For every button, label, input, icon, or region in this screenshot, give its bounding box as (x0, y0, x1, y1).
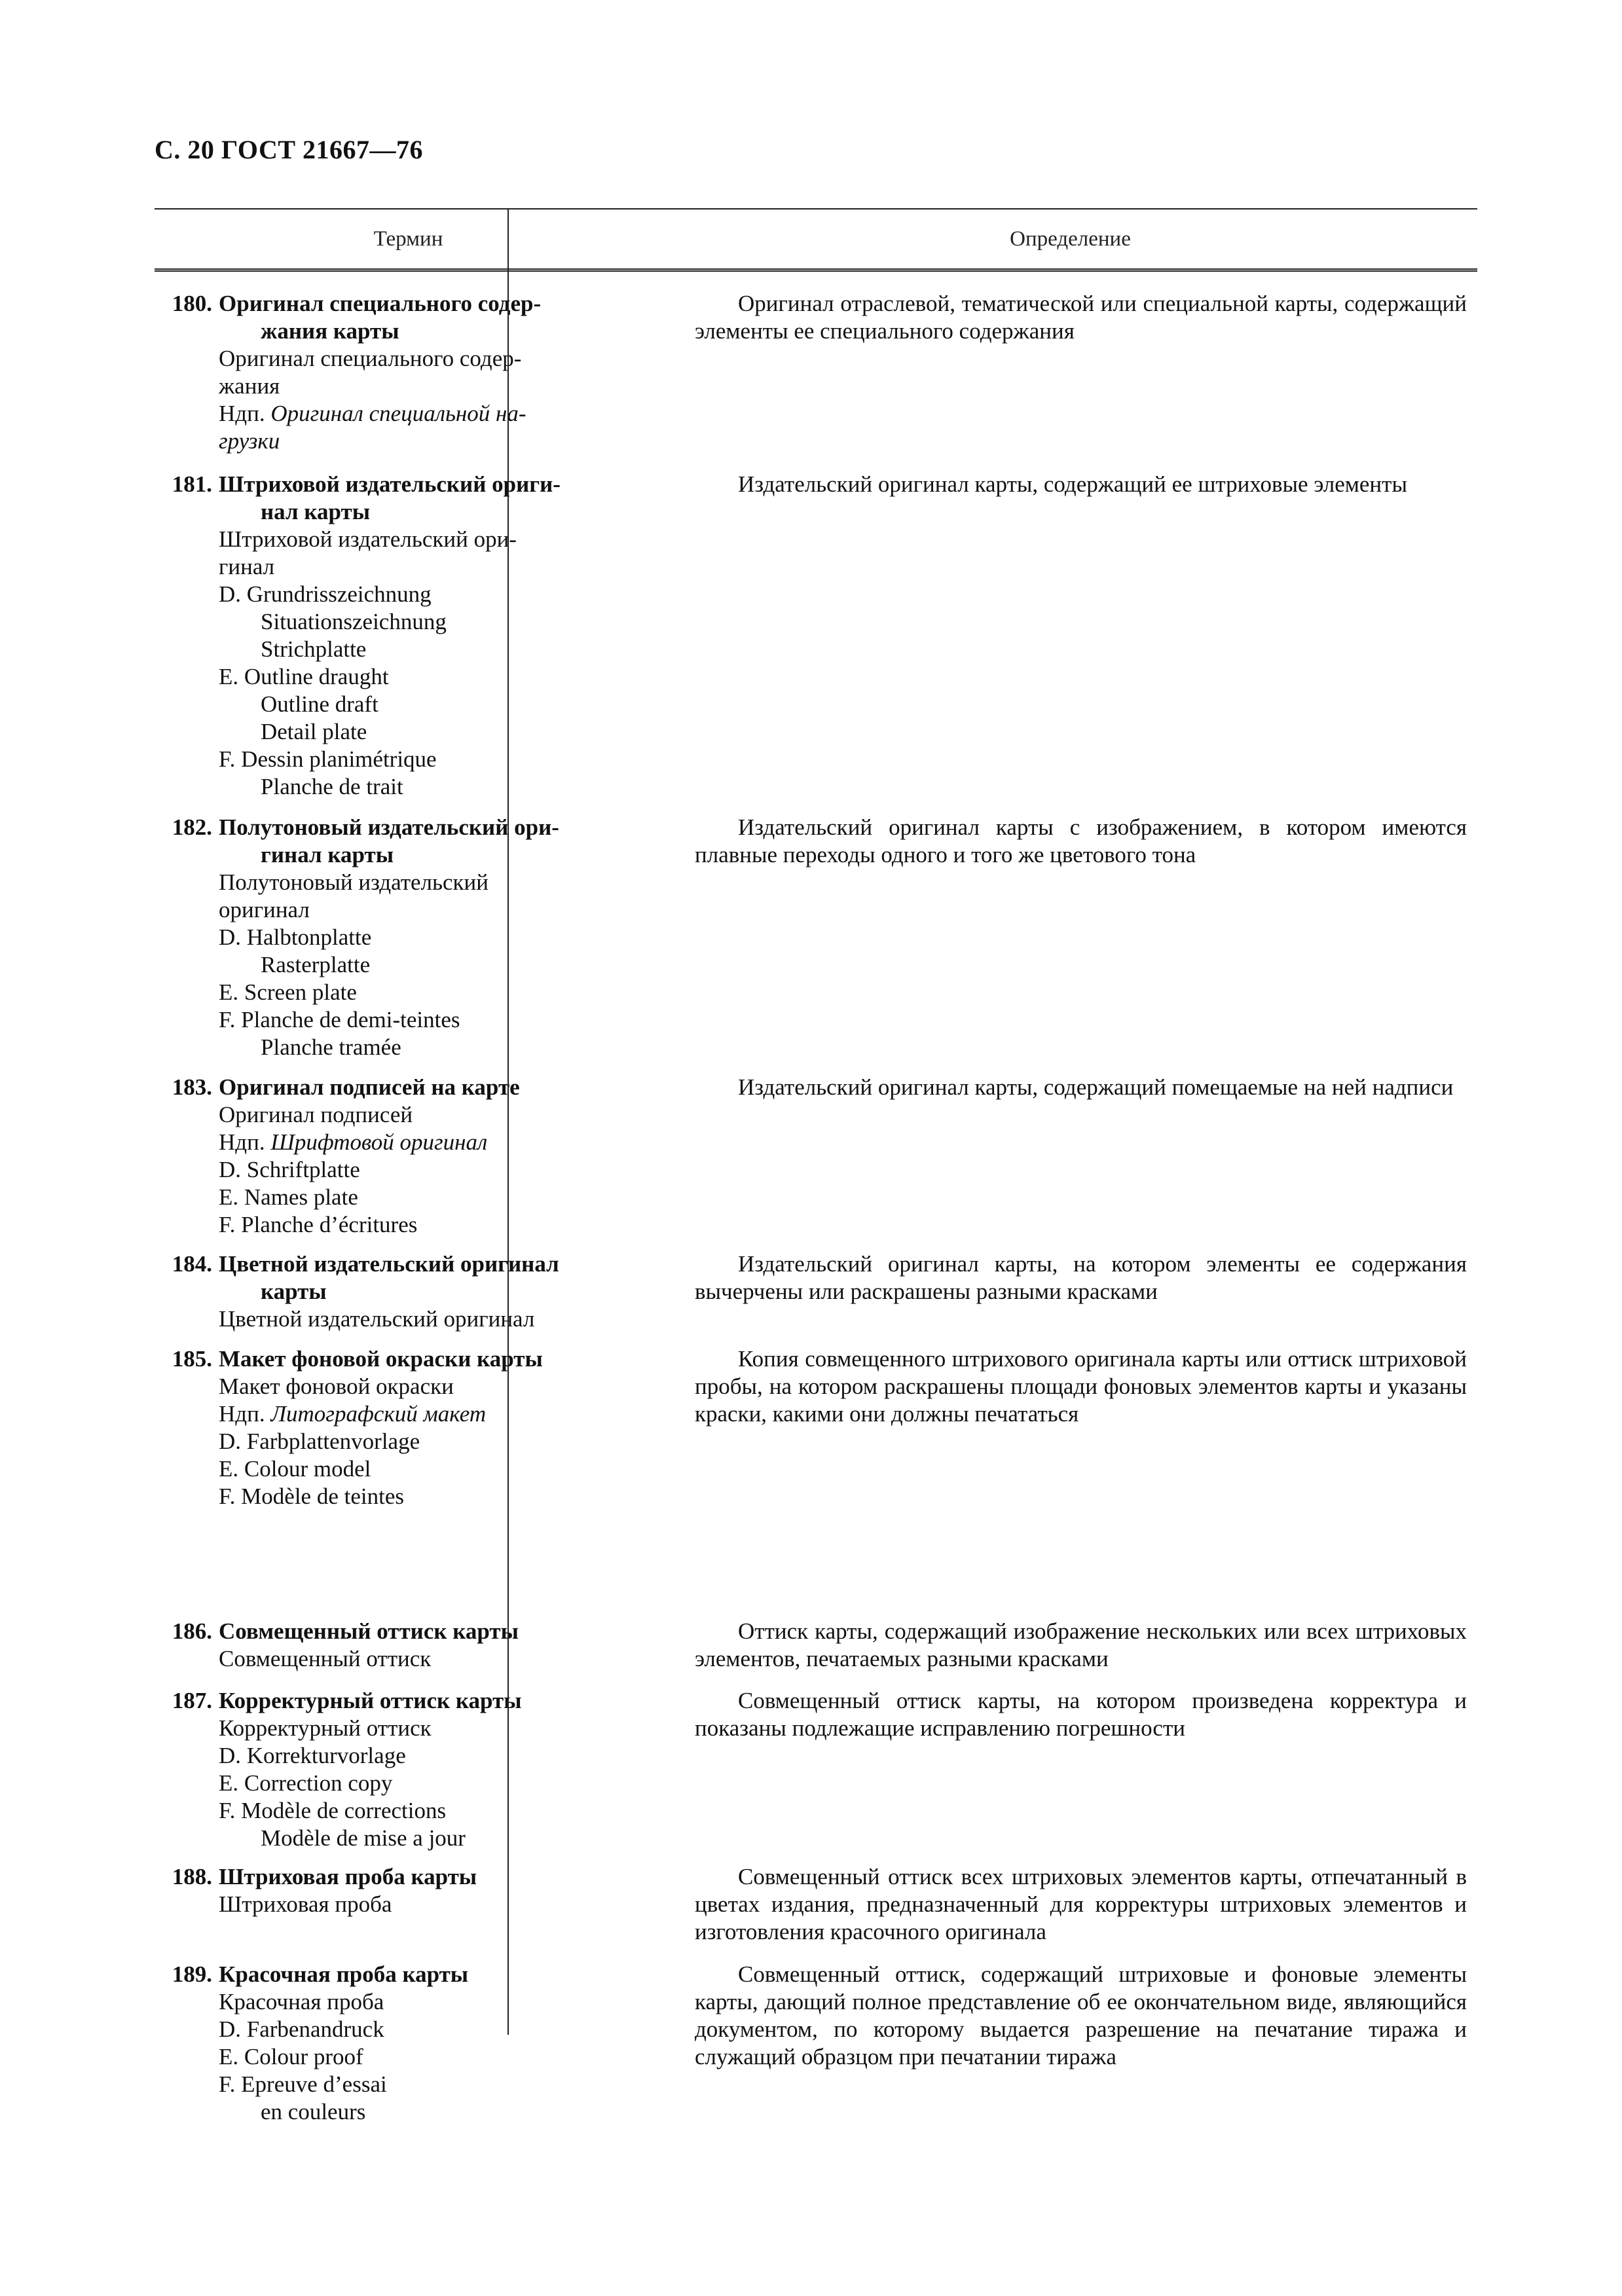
term-short-form: Полутоновый издательский (219, 869, 488, 895)
language-code: E. (219, 1184, 239, 1210)
term-short-form: Корректурный оттиск (219, 1715, 432, 1741)
table-row (155, 1687, 1476, 1852)
term-short-form: Красочная проба (219, 1989, 384, 2014)
foreign-term: Schriftplatte (246, 1157, 360, 1182)
foreign-equivalent (155, 2071, 650, 2098)
term-cell (155, 471, 662, 801)
language-code: E. (219, 979, 239, 1005)
language-code: E. (219, 2044, 239, 2069)
definition-cell: Издательский оригинал карты с изображением, в котором имеются плавные переходы одного и того же цветового тона (695, 814, 1467, 867)
deprecated-term: грузки (219, 428, 280, 454)
term-number: 186. (172, 1618, 212, 1644)
foreign-equivalent (155, 1742, 650, 1770)
term-short-form: Совмещенный оттиск (219, 1646, 432, 1671)
definition-cell: Копия совмещенного штрихового оригинала карты или оттиск штриховой пробы, на котором раскрашены площади фоновых элементов карты и указаны краски, какими они должны печататься (695, 1346, 1467, 1427)
foreign-term: Correction copy (244, 1770, 393, 1796)
term-cell (155, 1345, 662, 1510)
term-number: 182. (172, 814, 212, 840)
language-code: F. (219, 1798, 236, 1823)
foreign-equivalent (155, 746, 650, 773)
table-row (155, 1961, 1476, 2126)
table-row (155, 1250, 1476, 1333)
term-title-line: 187. Корректурный оттиск карты (155, 1687, 650, 1715)
term-title-line: жания карты (261, 318, 399, 344)
term-deprecated (155, 400, 650, 428)
foreign-term: Farbenandruck (246, 2016, 384, 2042)
column-divider (507, 208, 509, 2035)
foreign-equivalent (155, 1455, 650, 1483)
foreign-term: Planche d’écritures (241, 1212, 418, 1237)
term-title-line: 185. Макет фоновой окраски карты (155, 1345, 650, 1373)
term-deprecated (155, 1400, 650, 1428)
page-header: С. 20 ГОСТ 21667—76 (155, 135, 424, 164)
language-code: D. (219, 1743, 242, 1768)
foreign-equivalent (155, 1770, 650, 1797)
table-body (155, 272, 1477, 2124)
term-number: 189. (172, 1961, 212, 1987)
table-row (155, 814, 1476, 1061)
foreign-term: Modèle de teintes (241, 1484, 404, 1509)
term-cell (155, 290, 662, 455)
deprecated-prefix: Ндп. (219, 401, 271, 426)
foreign-term: Outline draft (261, 691, 378, 717)
language-code: D. (219, 2016, 242, 2042)
foreign-term: en couleurs (261, 2099, 366, 2124)
definition-cell: Оттиск карты, содержащий изображение нескольких или всех штриховых элементов, печатаемых разными красками (695, 1618, 1467, 1671)
foreign-equivalent (155, 636, 650, 663)
foreign-term: Grundrisszeichnung (246, 581, 432, 607)
term-title-line: 180. Оригинал специального содер- (155, 290, 650, 318)
definition-cell: Совмещенный оттиск, содержащий штриховые и фоновые элементы карты, дающий полное представление об ее окончательном виде, являющийся документом, по которому выдается разрешение на печатание тиража и служащий образцом при печатании тиража (695, 1961, 1467, 2069)
term-number: 185. (172, 1346, 212, 1372)
foreign-term: Colour model (244, 1456, 371, 1482)
definition-cell: Издательский оригинал карты, на котором элементы ее содержания вычерчены или раскрашены разными красками (695, 1251, 1467, 1304)
foreign-term: Farbplattenvorlage (246, 1429, 420, 1454)
definition-cell: Совмещенный оттиск всех штриховых элементов карты, отпечатанный в цветах издания, предназначенный для корректуры штриховых элементов и изготовления красочного оригинала (695, 1864, 1467, 1944)
foreign-term: Colour proof (244, 2044, 363, 2069)
term-short-form: Оригинал подписей (219, 1102, 413, 1127)
foreign-term: Outline draught (244, 664, 389, 689)
language-code: D. (219, 1157, 242, 1182)
term-number: 187. (172, 1688, 212, 1713)
term-short-form: Штриховой издательский ори- (219, 526, 517, 552)
term-number: 188. (172, 1864, 212, 1889)
term-short-form: Цветной издательский оригинал (219, 1306, 535, 1332)
term-short-form: Макет фоновой окраски (219, 1374, 454, 1399)
term-short-form: жания (219, 373, 280, 399)
foreign-term: Rasterplatte (261, 952, 371, 977)
definition-cell: Издательский оригинал карты, содержащий помещаемые на ней надписи (738, 1074, 1454, 1100)
term-cell (155, 1863, 662, 1946)
term-cell (155, 1250, 662, 1333)
foreign-equivalent (155, 581, 650, 608)
term-short-form: оригинал (219, 897, 310, 922)
term-title-line: 188. Штриховая проба карты (155, 1863, 650, 1891)
foreign-equivalent (155, 979, 650, 1006)
foreign-term: Modèle de mise a jour (261, 1825, 466, 1851)
foreign-equivalent (155, 951, 650, 979)
column-header-definition: Определение (1010, 227, 1131, 251)
definition-cell: Оригинал отраслевой, тематической или специальной карты, содержащий элементы ее специального содержания (695, 291, 1467, 344)
foreign-equivalent (155, 1184, 650, 1211)
foreign-term: Planche de demi-teintes (241, 1007, 460, 1032)
deprecated-term: Шрифтовой оригинал (270, 1129, 488, 1155)
column-header-term: Термин (373, 227, 443, 251)
table-row (155, 471, 1476, 801)
language-code: D. (219, 1429, 242, 1454)
foreign-equivalent (155, 2098, 650, 2126)
term-title-line: 189. Красочная проба карты (155, 1961, 650, 1988)
table-row (155, 1074, 1476, 1239)
language-code: D. (219, 924, 242, 950)
language-code: F. (219, 1007, 236, 1032)
term-title-line: 186. Совмещенный оттиск карты (155, 1618, 650, 1645)
language-code: E. (219, 664, 239, 689)
foreign-equivalent (155, 1034, 650, 1061)
term-short-form: Оригинал специального содер- (219, 346, 522, 371)
foreign-equivalent (155, 1825, 650, 1852)
term-number: 180. (172, 291, 212, 316)
foreign-equivalent (155, 691, 650, 718)
foreign-equivalent (155, 608, 650, 636)
foreign-term: Korrekturvorlage (246, 1743, 406, 1768)
term-cell (155, 1961, 662, 2126)
term-number: 183. (172, 1074, 212, 1100)
foreign-term: Planche tramée (261, 1034, 401, 1060)
term-number: 184. (172, 1251, 212, 1277)
table-row (155, 1863, 1476, 1946)
foreign-term: Situationszeichnung (261, 609, 447, 634)
term-title-line: гинал карты (261, 842, 394, 867)
term-short-form: гинал (219, 554, 275, 579)
foreign-equivalent (155, 663, 650, 691)
term-cell (155, 1618, 662, 1673)
term-title-line: 184. Цветной издательский оригинал (155, 1250, 650, 1278)
term-title-line: нал карты (261, 499, 371, 524)
term-cell (155, 1687, 662, 1852)
language-code: F. (219, 1484, 236, 1509)
term-deprecated (155, 428, 650, 455)
foreign-term: Modèle de corrections (241, 1798, 447, 1823)
foreign-equivalent (155, 1797, 650, 1825)
foreign-equivalent (155, 2043, 650, 2071)
language-code: F. (219, 1212, 236, 1237)
language-code: F. (219, 2071, 236, 2097)
foreign-term: Halbtonplatte (246, 924, 372, 950)
definition-cell: Совмещенный оттиск карты, на котором произведена корректура и показаны подлежащие исправлению погрешности (695, 1688, 1467, 1741)
foreign-term: Epreuve d’essai (241, 2071, 387, 2097)
foreign-equivalent (155, 1483, 650, 1510)
term-title-line: 181. Штриховой издательский ориги- (155, 471, 650, 498)
foreign-equivalent (155, 1211, 650, 1239)
deprecated-term: Оригинал специальной на- (270, 401, 526, 426)
term-title-line: 182. Полутоновый издательский ори- (155, 814, 650, 841)
table-row (155, 1618, 1476, 1673)
table-row (155, 1345, 1476, 1510)
deprecated-prefix: Ндп. (219, 1129, 271, 1155)
foreign-term: Dessin planimétrique (241, 746, 437, 772)
foreign-term: Names plate (244, 1184, 358, 1210)
table-row (155, 290, 1476, 455)
foreign-term: Strichplatte (261, 636, 367, 662)
foreign-term: Screen plate (244, 979, 357, 1005)
language-code: E. (219, 1770, 239, 1796)
foreign-equivalent (155, 924, 650, 951)
deprecated-term: Литографский макет (270, 1401, 487, 1427)
definition-cell: Издательский оригинал карты, содержащий ее штриховые элементы (738, 471, 1407, 497)
language-code: F. (219, 746, 236, 772)
term-title-line: карты (261, 1279, 327, 1304)
term-cell (155, 814, 662, 1061)
deprecated-prefix: Ндп. (219, 1401, 271, 1427)
language-code: D. (219, 581, 242, 607)
table-header (155, 208, 1477, 272)
term-deprecated (155, 1129, 650, 1156)
foreign-term: Detail plate (261, 719, 367, 744)
terms-table (155, 208, 1477, 2124)
term-cell (155, 1074, 662, 1239)
foreign-equivalent (155, 718, 650, 746)
foreign-equivalent (155, 1006, 650, 1034)
term-number: 181. (172, 471, 212, 497)
foreign-equivalent (155, 1428, 650, 1455)
language-code: E. (219, 1456, 239, 1482)
foreign-equivalent (155, 2016, 650, 2043)
foreign-equivalent (155, 1156, 650, 1184)
term-short-form: Штриховая проба (219, 1891, 392, 1917)
foreign-equivalent (155, 773, 650, 801)
foreign-term: Planche de trait (261, 774, 403, 799)
term-title-line: 183. Оригинал подписей на карте (155, 1074, 650, 1101)
